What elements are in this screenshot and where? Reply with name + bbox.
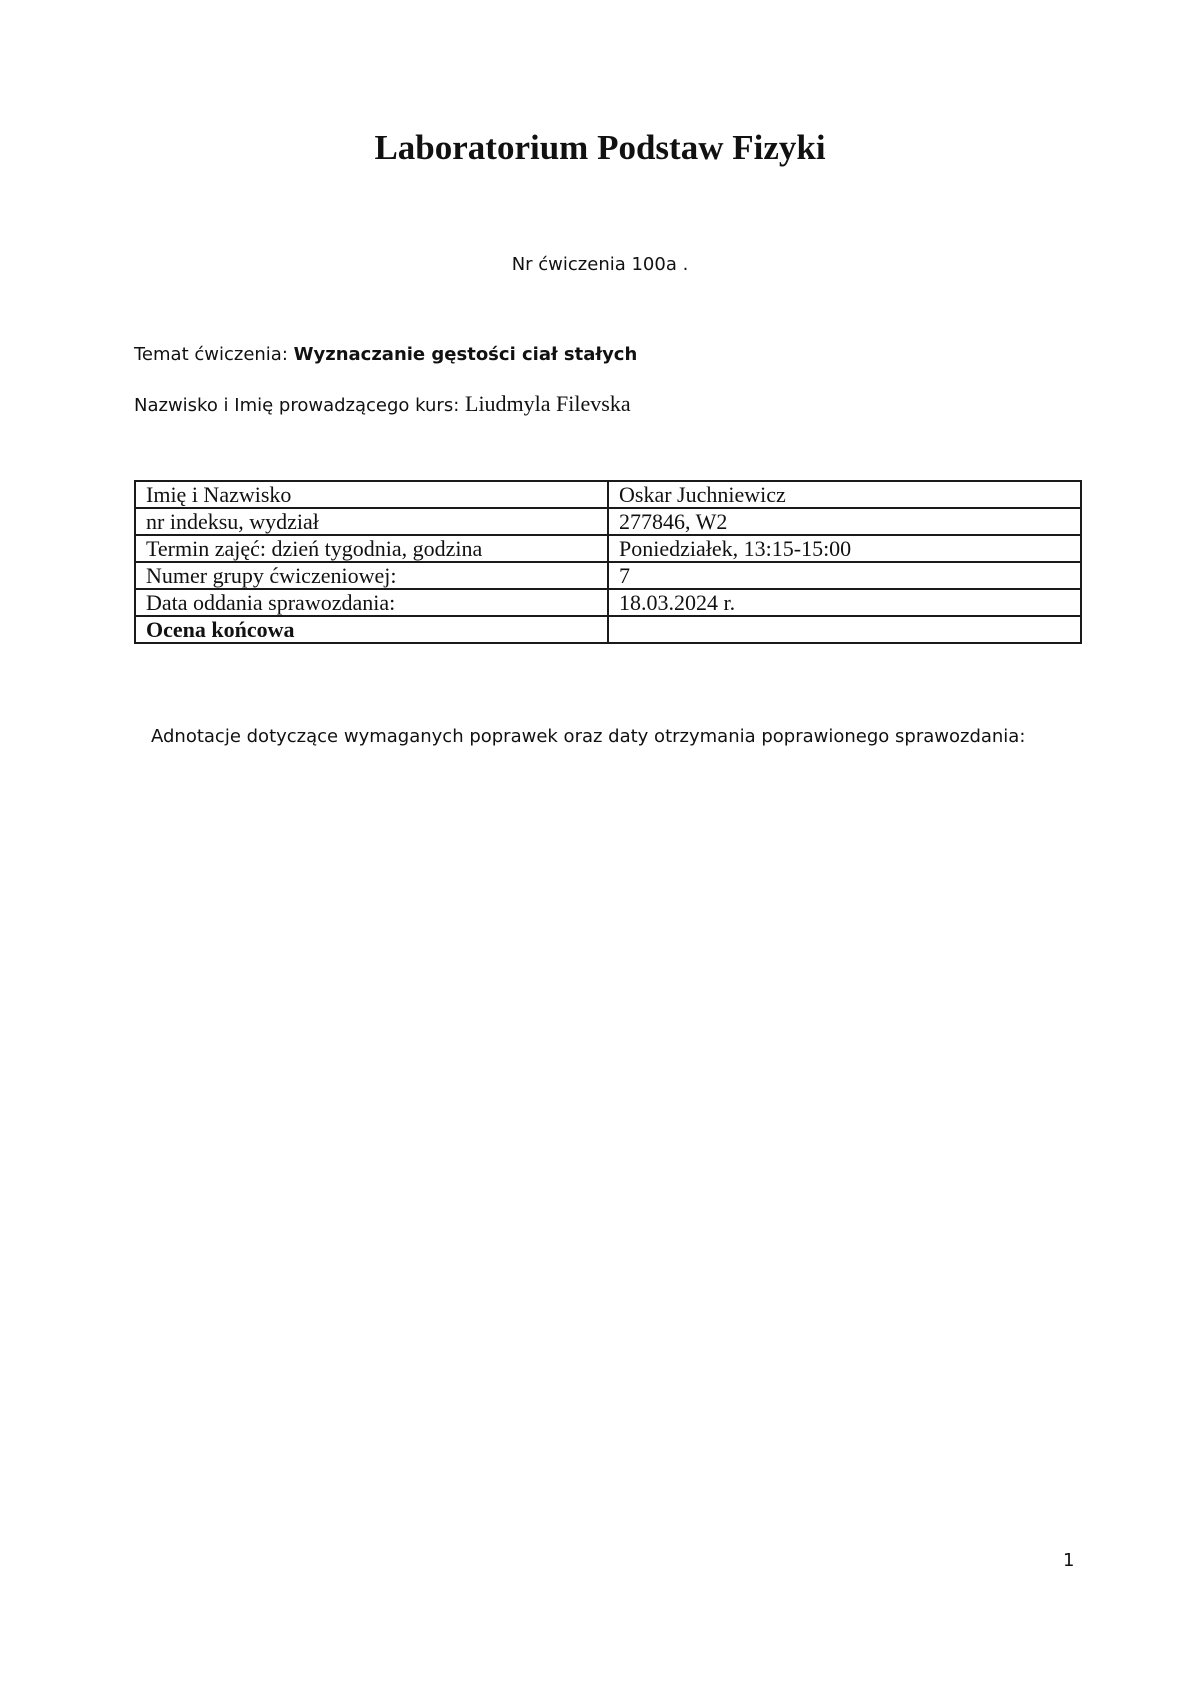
row-label-name: Imię i Nazwisko: [135, 481, 608, 508]
row-value-grade: [608, 616, 1081, 643]
row-value-group: 7: [608, 562, 1081, 589]
instructor-line: [134, 391, 631, 417]
table-row: [135, 508, 1081, 535]
page-number: 1: [1063, 1550, 1075, 1571]
row-label-date: Data oddania sprawozdania:: [135, 589, 608, 616]
row-value-date: 18.03.2024 r.: [608, 589, 1081, 616]
table-row: [135, 562, 1081, 589]
row-value-index: 277846, W2: [608, 508, 1081, 535]
topic-value: Wyznaczanie gęstości ciał stałych: [293, 344, 638, 365]
table-row: [135, 481, 1081, 508]
row-label-index: nr indeksu, wydział: [135, 508, 608, 535]
table-row: [135, 535, 1081, 562]
table-row: [135, 589, 1081, 616]
student-info-table: [134, 480, 1082, 644]
row-value-schedule: Poniedziałek, 13:15-15:00: [608, 535, 1081, 562]
annotations-label: Adnotacje dotyczące wymaganych poprawek oraz daty otrzymania poprawionego sprawozdania:: [151, 726, 1026, 747]
row-label-group: Numer grupy ćwiczeniowej:: [135, 562, 608, 589]
table-row: [135, 616, 1081, 643]
exercise-topic: [134, 344, 637, 365]
row-label-grade: Ocena końcowa: [135, 616, 608, 643]
topic-label: Temat ćwiczenia:: [134, 344, 294, 365]
document-title: Laboratorium Podstaw Fizyki: [374, 128, 826, 167]
exercise-number: Nr ćwiczenia 100a .: [511, 254, 689, 275]
row-label-schedule: Termin zajęć: dzień tygodnia, godzina: [135, 535, 608, 562]
instructor-label: Nazwisko i Imię prowadzącego kurs:: [134, 395, 465, 416]
row-value-name: Oskar Juchniewicz: [608, 481, 1081, 508]
instructor-value: Liudmyla Filevska: [465, 391, 631, 416]
